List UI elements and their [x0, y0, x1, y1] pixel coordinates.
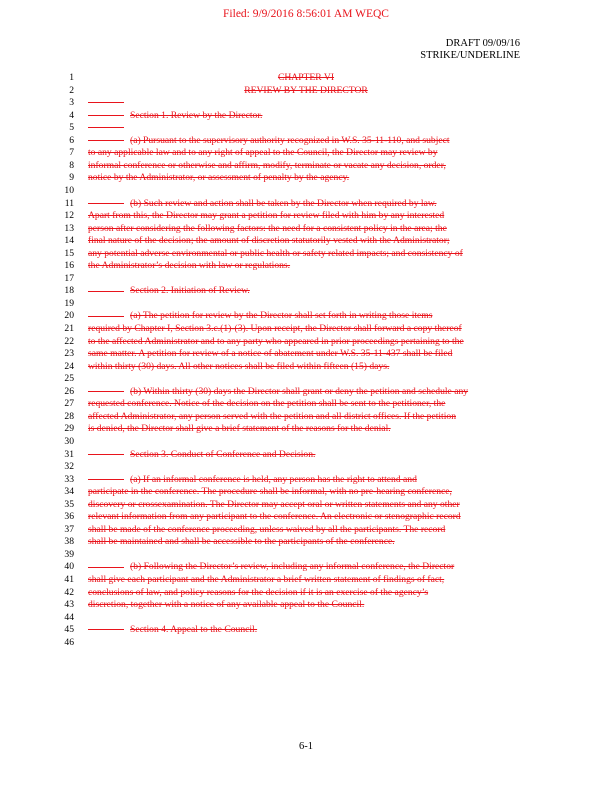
line-number: 23 [64, 348, 74, 360]
document-line [0, 536, 612, 548]
line-text [88, 310, 432, 322]
line-number: 17 [64, 272, 74, 284]
document-line [0, 398, 612, 410]
line-text [88, 348, 452, 360]
document-line [0, 449, 612, 461]
document-line [0, 147, 612, 159]
document-line [0, 423, 612, 435]
line-text [88, 574, 444, 586]
line-text [88, 624, 257, 636]
document-line [0, 612, 612, 624]
line-content: shall be maintained and shall be accessible to the participants of the conference. [88, 536, 395, 548]
line-text [88, 361, 389, 373]
line-content: to any applicable law and to any right of appeal to the Council, the Director may review by [88, 147, 438, 159]
strike-indent [88, 140, 124, 141]
line-text [88, 561, 454, 573]
document-line [0, 624, 612, 636]
line-content: requested conference. Notice of the decision on the petition shall be sent to the petitioner, the [88, 398, 446, 410]
line-content: discovery or crossexamination. The Director may accept oral or written statements and any other [88, 498, 460, 510]
strike-indent [88, 316, 124, 317]
line-content: Section 4. Appeal to the Council. [130, 624, 258, 636]
document-line [0, 172, 612, 184]
document-line [0, 248, 612, 260]
document-line [0, 574, 612, 586]
line-number: 16 [64, 260, 74, 272]
document-line [0, 135, 612, 147]
line-number: 39 [64, 548, 74, 560]
strike-indent [88, 127, 124, 128]
document-line [0, 524, 612, 536]
line-text [88, 499, 460, 511]
line-text [88, 248, 463, 260]
line-number: 12 [64, 210, 74, 222]
line-number: 22 [64, 335, 74, 347]
document-line [0, 499, 612, 511]
draft-label [420, 38, 520, 62]
line-number: 18 [64, 285, 74, 297]
strike-indent [88, 629, 124, 630]
line-number: 46 [64, 636, 74, 648]
line-text [88, 235, 450, 247]
line-text [88, 599, 364, 611]
document-line [0, 411, 612, 423]
line-content: (a) If an informal conference is held, any person has the right to attend and [130, 473, 417, 485]
line-text [88, 486, 452, 498]
line-number: 44 [64, 611, 74, 623]
line-number: 8 [69, 159, 74, 171]
document-line [0, 386, 612, 398]
strike-indent [88, 567, 124, 568]
line-text [88, 198, 437, 210]
document-line [0, 198, 612, 210]
document-line [0, 436, 612, 448]
line-number: 24 [64, 360, 74, 372]
strike-indent [88, 479, 124, 480]
document-line [0, 97, 612, 109]
line-number: 41 [64, 574, 74, 585]
line-text [88, 110, 262, 122]
document-line [0, 185, 612, 197]
line-content: shall give each participant and the Administrator a brief written statement of findings of fact, [88, 574, 445, 585]
line-number: 9 [69, 172, 74, 184]
line-number: 19 [64, 297, 74, 309]
filed-stamp: Filed: 9/9/2016 8:56:01 AM WEQC [223, 8, 389, 20]
line-number: 11 [64, 197, 74, 209]
line-content: final nature of the decision; the amount of discretion statutorily vested with the Administrator; [88, 235, 450, 247]
line-number: 3 [69, 97, 74, 109]
line-number: 21 [64, 323, 74, 334]
line-content: same matter. A petition for review of a notice of abatement under W.S. 35-11-437 shall be filed [88, 348, 453, 360]
line-number: 38 [64, 536, 74, 548]
document-line [0, 587, 612, 599]
line-number: 4 [69, 109, 74, 121]
line-number: 43 [64, 599, 74, 611]
line-text [88, 72, 524, 84]
line-text [88, 172, 349, 184]
line-content: notice by the Administrator, or assessment of penalty by the agency. [88, 172, 350, 184]
strike-indent [88, 102, 124, 103]
line-text [88, 423, 391, 435]
line-number: 36 [64, 511, 74, 523]
document-line [0, 122, 612, 134]
line-text [88, 285, 250, 297]
line-number: 40 [64, 561, 74, 573]
line-number: 42 [64, 586, 74, 598]
line-text [88, 411, 456, 423]
line-content: informal conference or otherwise and affirm, modify, terminate or vacate any decision, order, [88, 159, 446, 171]
line-number: 30 [64, 435, 74, 447]
document-line [0, 348, 612, 360]
line-number: 31 [64, 448, 74, 460]
line-content: (b) Within thirty (30) days the Director shall grant or deny the petition and schedule any [130, 385, 469, 397]
line-number: 14 [64, 235, 74, 247]
line-content: the Administrator’s decision with law or regulations. [88, 260, 291, 272]
document-line [0, 549, 612, 561]
line-content: (b) Such review and action shall be taken by the Director when required by law. [130, 197, 437, 209]
document-line [0, 72, 612, 84]
line-number: 34 [64, 486, 74, 498]
line-number: 37 [64, 523, 74, 535]
line-content: conclusions of law, and policy reasons for the decision if it is an exercise of the agency’s [88, 586, 429, 598]
line-number: 2 [69, 84, 74, 96]
document-line [0, 210, 612, 222]
page-number: 6-1 [299, 741, 313, 752]
line-text [88, 336, 464, 348]
line-content: discretion, together with a notice of any available appeal to the Council. [88, 599, 365, 611]
line-content: relevant information from any participant to the conference. An electronic or stenographic record [88, 511, 461, 523]
line-content: Section 3. Conduct of Conference and Decision. [130, 448, 316, 460]
line-content: any potential adverse environmental or public health or safety related impacts; and consistency of [88, 247, 463, 259]
document-line [0, 110, 612, 122]
line-number: 33 [64, 473, 74, 485]
line-number: 26 [64, 385, 74, 397]
document-line [0, 310, 612, 322]
line-number: 28 [64, 410, 74, 422]
strike-indent [88, 391, 124, 392]
line-number: 20 [64, 310, 74, 322]
strike-indent [88, 454, 124, 455]
line-text [88, 587, 428, 599]
line-text [88, 85, 524, 97]
strike-indent [88, 203, 124, 204]
line-content: within thirty (30) days. All other notices shall be filed within fifteen (15) days. [88, 360, 390, 372]
line-number: 10 [64, 184, 74, 196]
line-content: (a) Pursuant to the supervisory authority recognized in W.S. 35-11-110, and subject [130, 134, 450, 146]
document-line [0, 474, 612, 486]
line-content: affected Administrator, any person served with the petition and all district offices. If the petition [88, 410, 456, 422]
draft-date: DRAFT 09/09/16 [445, 38, 520, 49]
line-content: (a) The petition for review by the Director shall set forth in writing those items [130, 310, 433, 322]
line-text [88, 147, 438, 159]
line-text [88, 97, 130, 109]
document-line [0, 637, 612, 649]
strike-indent [88, 291, 124, 292]
document-line [0, 336, 612, 348]
document-line [0, 461, 612, 473]
document-line [0, 285, 612, 297]
line-text [88, 135, 450, 147]
line-text [88, 210, 444, 222]
line-number: 1 [69, 72, 74, 83]
line-number: 35 [64, 498, 74, 510]
document-line [0, 85, 612, 97]
line-content: REVIEW BY THE DIRECTOR [244, 84, 368, 96]
strike-indent [88, 115, 124, 116]
line-text [88, 122, 130, 134]
document-line [0, 486, 612, 498]
line-text [88, 223, 447, 235]
line-text [88, 160, 446, 172]
line-text [88, 524, 445, 536]
line-content: Apart from this, the Director may grant a petition for review filed with him by any interested [88, 210, 445, 222]
line-content: participate in the conference. The procedure shall be informal, with no pre-hearing conference, [88, 486, 452, 498]
line-number: 15 [64, 247, 74, 259]
document-line [0, 361, 612, 373]
document-line [0, 323, 612, 335]
document-line [0, 561, 612, 573]
document-line [0, 511, 612, 523]
line-number: 25 [64, 373, 74, 385]
line-content: to the affected Administrator and to any party who appeared in prior proceedings pertaining to the [88, 335, 464, 347]
line-content: shall be made of the conference proceeding, unless waived by all the participants. The record [88, 523, 446, 535]
line-number: 5 [69, 122, 74, 134]
document-line [0, 160, 612, 172]
line-text [88, 449, 315, 461]
document-line [0, 273, 612, 285]
line-content: Section 2. Initiation of Review. [130, 285, 250, 297]
document-line [0, 223, 612, 235]
line-content: (b) Following the Director’s review, including any informal conference, the Director [130, 561, 455, 573]
line-text [88, 536, 395, 548]
line-number: 32 [64, 461, 74, 473]
document-line [0, 235, 612, 247]
document-line [0, 298, 612, 310]
line-number: 6 [69, 134, 74, 146]
line-text [88, 260, 290, 272]
line-content: person after considering the following factors: the need for a consistent policy in the area; the [88, 222, 447, 234]
line-number: 7 [69, 147, 74, 159]
document-line [0, 599, 612, 611]
line-text [88, 386, 468, 398]
document-line [0, 373, 612, 385]
document-line [0, 260, 612, 272]
line-content: required by Chapter I, Section 3.c.(1)-(3). Upon receipt, the Director shall forward a copy thereof [88, 323, 462, 334]
line-text [88, 398, 445, 410]
line-number: 29 [64, 423, 74, 435]
line-text [88, 323, 462, 335]
line-number: 27 [64, 398, 74, 410]
draft-mode: STRIKE/UNDERLINE [420, 50, 520, 61]
line-content: is denied, the Director shall give a brief statement of the reasons for the denial. [88, 423, 391, 435]
line-text [88, 511, 461, 523]
line-content: CHAPTER VI [277, 72, 335, 83]
line-number: 13 [64, 222, 74, 234]
line-number: 45 [64, 624, 74, 636]
line-text [88, 474, 417, 486]
line-content: Section 1. Review by the Director. [130, 109, 263, 121]
